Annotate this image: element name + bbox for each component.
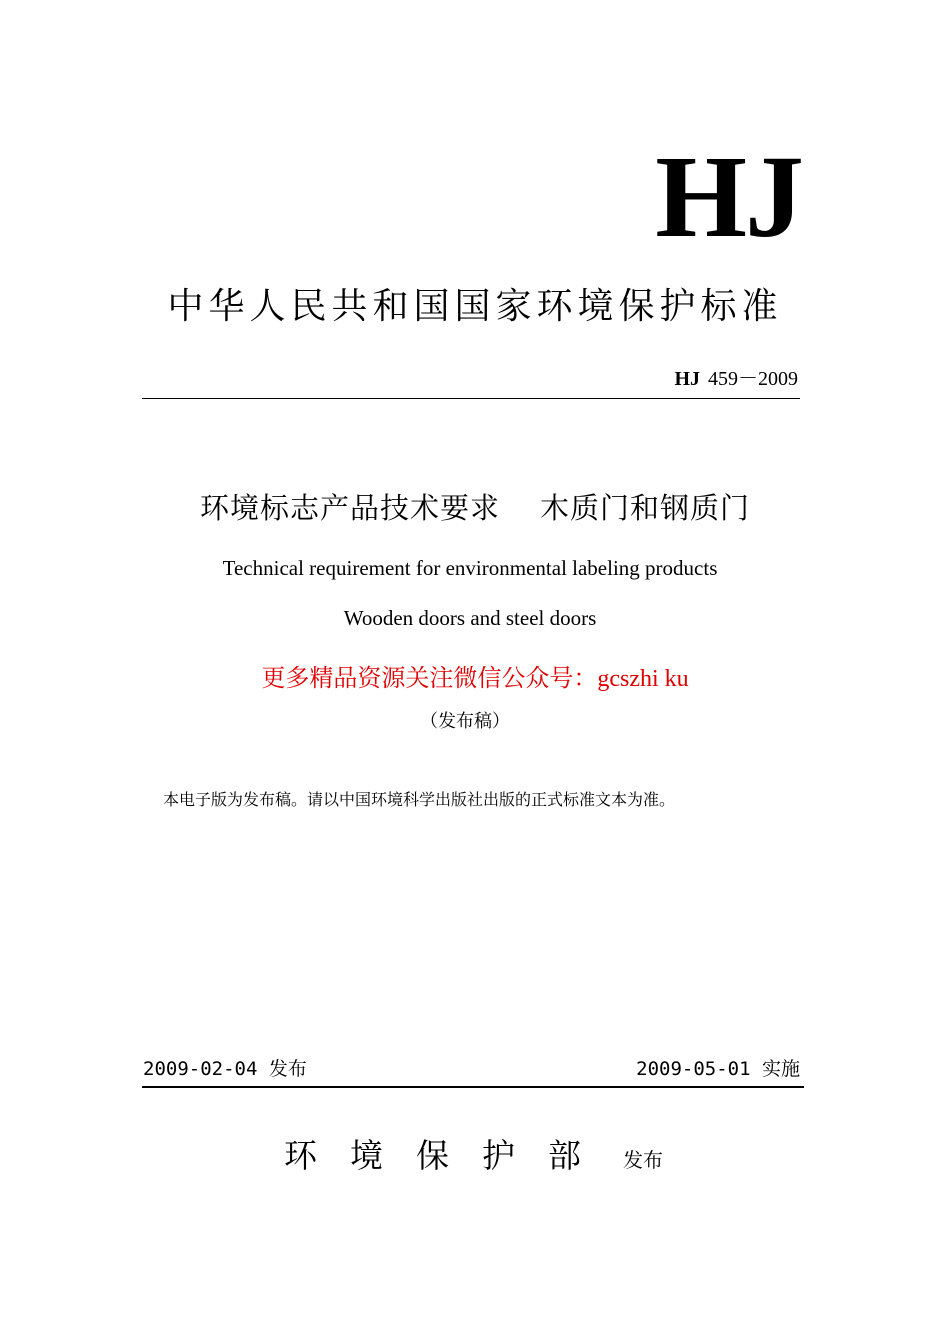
title-cn — [0, 486, 950, 527]
publisher: 环境保护部 — [284, 1136, 614, 1175]
hj-logo: HJ — [655, 131, 802, 262]
publish-word: 发布 — [623, 1148, 663, 1172]
standard-number: 459－2009 — [708, 368, 798, 390]
standard-name: 中华人民共和国国家环境保护标准 — [167, 286, 783, 327]
issue-date: 2009-02-04 发布 — [143, 1058, 307, 1080]
edition-note: 本电子版为发布稿。请以中国环境科学出版社出版的正式标准文本为准。 — [163, 790, 676, 809]
standard-prefix: HJ — [674, 368, 700, 390]
title-cn-part2: 木质门和钢质门 — [540, 491, 751, 525]
standard-code — [674, 362, 798, 391]
title-en-line2: Wooden doors and steel doors — [343, 606, 597, 630]
header-divider — [142, 398, 800, 399]
title-en-line1: Technical requirement for environmental labeling products — [222, 556, 718, 580]
draft-label: （发布稿） — [420, 711, 510, 732]
title-cn-part1: 环境标志产品技术要求 — [199, 491, 500, 525]
implement-date: 2009-05-01 实施 — [636, 1058, 800, 1080]
promo-text: 更多精品资源关注微信公众号：gcszhi ku — [261, 666, 689, 692]
footer-divider — [142, 1086, 804, 1088]
